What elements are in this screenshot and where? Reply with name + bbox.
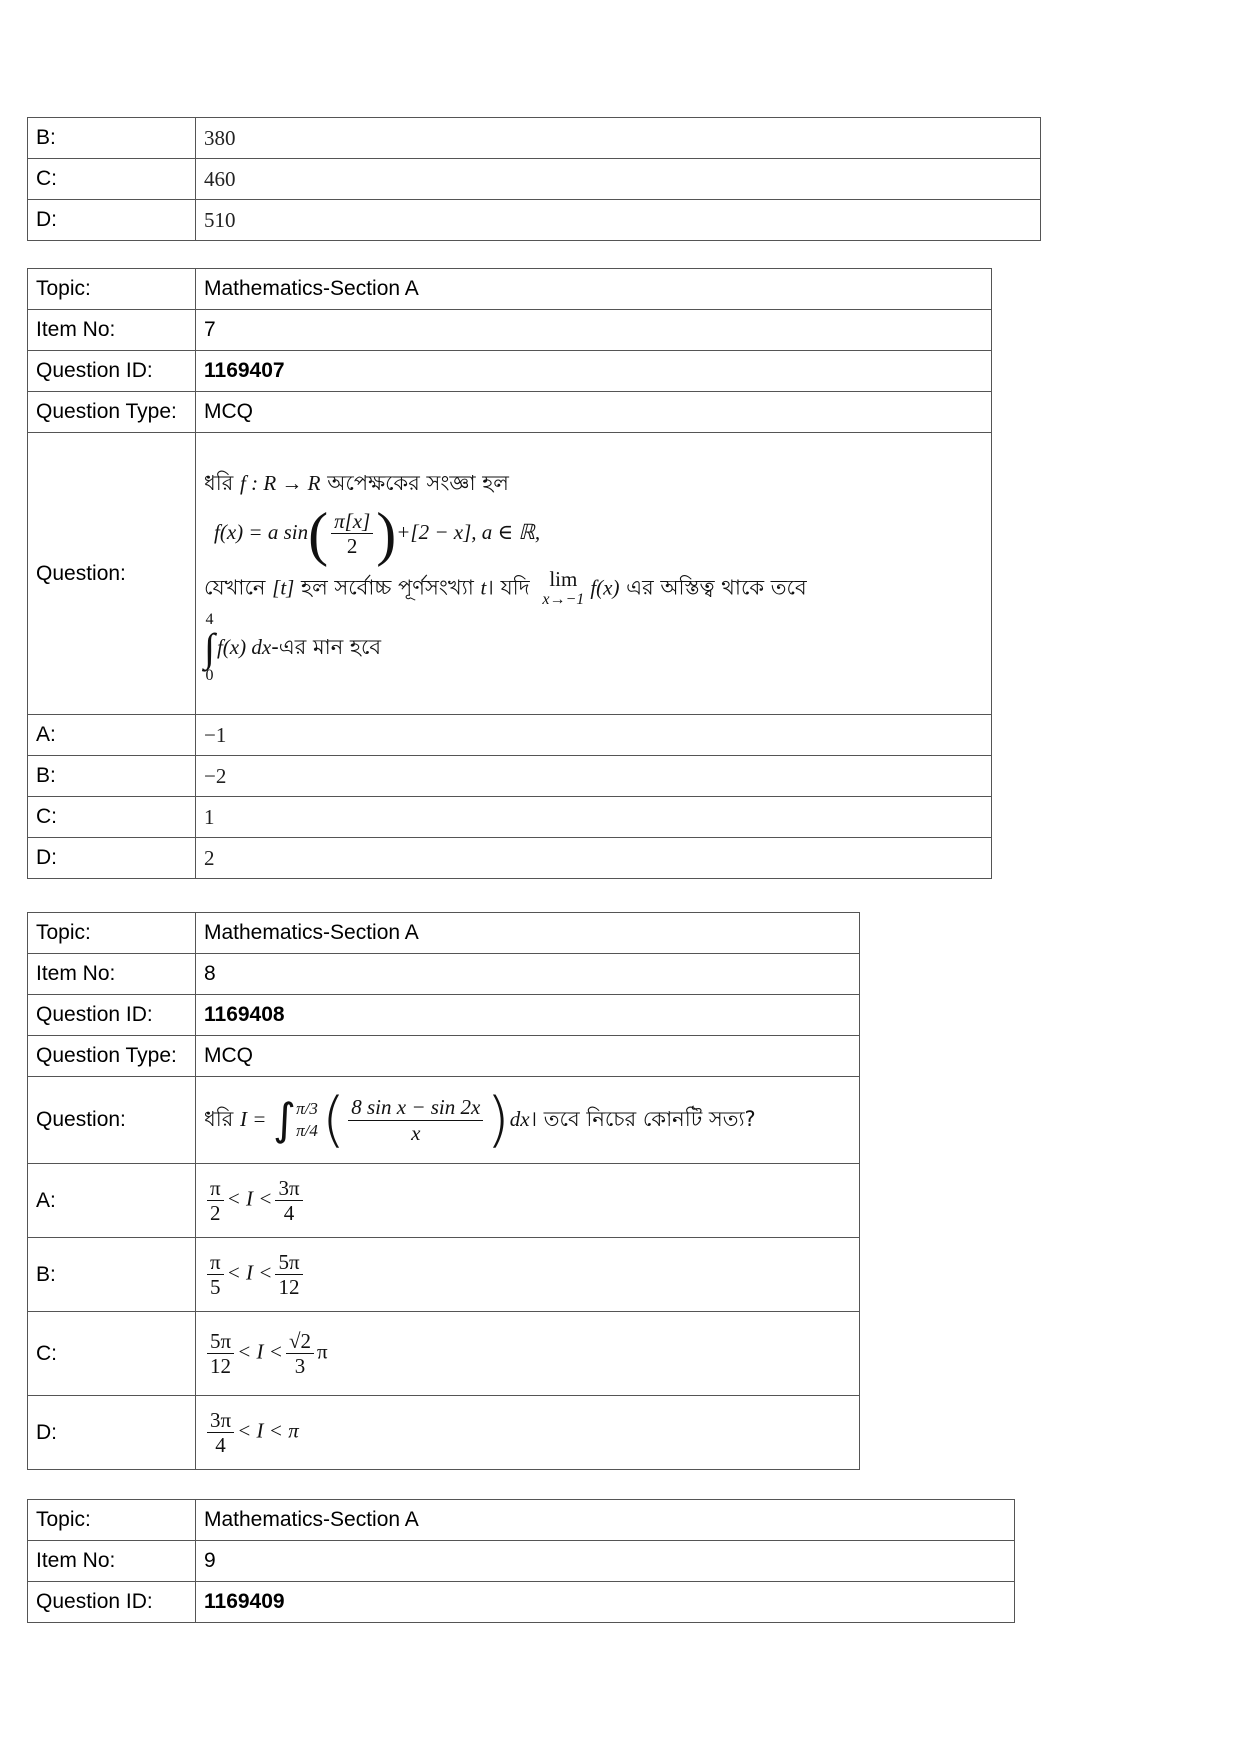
definite-integral: 4 ∫ 0: [204, 611, 215, 685]
integrand: f(x) dx: [216, 635, 272, 660]
integral-upper-limit: 4: [205, 611, 214, 629]
option-a-value: −1: [196, 715, 992, 756]
limit-function: f(x): [590, 575, 620, 599]
option-b-label: B:: [28, 756, 196, 797]
question-id-value: 1169408: [196, 995, 860, 1036]
option-a-value: [196, 1164, 860, 1238]
question-text: যেখানে: [204, 575, 266, 599]
option-c-label: C:: [28, 1312, 196, 1396]
fraction-numerator: π: [207, 1250, 224, 1275]
fraction-denominator: 3: [294, 1354, 306, 1378]
question-type-value: MCQ: [196, 1036, 860, 1077]
question-type-row: [28, 392, 992, 433]
item-no-label: Item No:: [28, 310, 196, 351]
option-b-row: [28, 1238, 860, 1312]
item-no-row: [28, 310, 992, 351]
topic-value: Mathematics-Section A: [196, 1500, 1015, 1541]
option-b-value: [196, 1238, 860, 1312]
question-type-label: Question Type:: [28, 1036, 196, 1077]
question-text: ধরি: [204, 470, 234, 495]
fraction-numerator: √2: [286, 1329, 314, 1354]
differential: dx: [509, 1107, 530, 1131]
integral-lower-limit: π/4: [296, 1121, 318, 1140]
fraction-numerator: 3π: [275, 1176, 302, 1201]
question-id-label: Question ID:: [28, 995, 196, 1036]
fraction-denominator: 12: [278, 1275, 300, 1299]
integral-upper-limit: π/3: [296, 1098, 318, 1118]
inequality: < I < π: [237, 1418, 299, 1443]
topic-row: [28, 1500, 1015, 1541]
option-a-row: [28, 715, 992, 756]
question-line-1: [204, 467, 983, 502]
question-id-value: 1169409: [196, 1582, 1015, 1623]
option-c-value: 1: [196, 797, 992, 838]
question-8-table: [27, 912, 860, 1470]
question-text: এর অস্তিত্ব থাকে তবে: [626, 575, 807, 599]
option-c-label: C:: [28, 159, 196, 200]
question-id-label: Question ID:: [28, 351, 196, 392]
limit-expression: [542, 568, 584, 609]
question-id-row: [28, 351, 992, 392]
fraction-denominator: x: [411, 1120, 421, 1145]
fraction-denominator: 2: [210, 1201, 221, 1225]
option-d-row: [28, 838, 992, 879]
option-a-row: [28, 1164, 860, 1238]
topic-label: Topic:: [28, 913, 196, 954]
question-line-4: [204, 612, 983, 684]
question-row: [28, 1077, 860, 1164]
item-no-row: [28, 954, 860, 995]
inequality: < I <: [237, 1339, 283, 1364]
option-c-label: C:: [28, 797, 196, 838]
fraction-denominator: 4: [283, 1201, 295, 1225]
topic-label: Topic:: [28, 1500, 196, 1541]
question-label: Question:: [28, 433, 196, 715]
fraction-numerator: π: [207, 1176, 224, 1201]
option-a-label: A:: [28, 1164, 196, 1238]
question-body: [196, 433, 992, 715]
item-no-value: 9: [196, 1541, 1015, 1582]
question-id-row: [28, 995, 860, 1036]
integrand-fraction: [348, 1095, 483, 1144]
fraction-denominator: 4: [215, 1433, 226, 1457]
option-b-value: 380: [196, 118, 1041, 159]
fraction-numerator: 5π: [275, 1250, 302, 1275]
integral-lower-limit: 0: [205, 667, 214, 685]
option-c-row: [28, 797, 992, 838]
question-body: ধরি I = ∫ π/3 π/4 ( $\frac{\text{8 sin x − sin 2x}}{x}$ )dx। তবে নিচের কোনটি সত্য?: [196, 1077, 860, 1164]
question-id-label: Question ID:: [28, 1582, 196, 1623]
topic-label: Topic:: [28, 269, 196, 310]
option-b-row: [28, 756, 992, 797]
question-type-row: [28, 1036, 860, 1077]
inequality: < I <: [226, 1260, 273, 1285]
topic-row: [28, 913, 860, 954]
topic-row: [28, 269, 992, 310]
question-text: অপেক্ষকের সংজ্ঞা হল: [327, 470, 509, 495]
fraction-denominator: 2: [346, 534, 358, 559]
function-definition: f(x) = a sin( $\frac{\pi[x]}{2}$ )+[2 − x], a ∈ ℝ,: [214, 500, 541, 567]
question-text: হল সর্বোচ্চ পূর্ণসংখ্যা: [301, 575, 474, 599]
integral-lhs: I =: [240, 1107, 267, 1131]
fraction-denominator: 5: [210, 1275, 221, 1299]
prev-question-options-table: [27, 117, 1041, 241]
option-b-label: B:: [28, 1238, 196, 1312]
fraction-numerator: π[x]: [331, 509, 373, 534]
question-text: । তবে নিচের কোনটি সত্য?: [529, 1107, 756, 1131]
inequality: < I <: [226, 1186, 273, 1211]
option-d-value: 510: [196, 200, 1041, 241]
fraction-numerator: 5π: [207, 1329, 234, 1354]
question-id-value: 1169407: [196, 351, 992, 392]
option-d-label: D:: [28, 200, 196, 241]
question-7-table: [27, 268, 992, 879]
formula-lhs: f(x) = a sin: [214, 519, 309, 544]
option-d-row: [28, 200, 1041, 241]
question-text: । যদি: [486, 575, 530, 599]
integral-bounds: [296, 1098, 318, 1142]
option-c-value: 460: [196, 159, 1041, 200]
question-type-label: Question Type:: [28, 392, 196, 433]
fraction-denominator: 12: [210, 1354, 232, 1378]
variable-t: t: [480, 575, 487, 599]
option-c-row: [28, 159, 1041, 200]
option-b-label: B:: [28, 118, 196, 159]
option-c-value: [196, 1312, 860, 1396]
option-a-label: A:: [28, 715, 196, 756]
question-text: ধরি: [204, 1107, 234, 1131]
item-no-value: 8: [196, 954, 860, 995]
item-no-row: [28, 1541, 1015, 1582]
limit-subscript: x→−1: [542, 590, 585, 608]
option-d-label: D:: [28, 838, 196, 879]
fraction-numerator: 3π: [207, 1408, 234, 1433]
function-mapping: f : R → R: [240, 470, 321, 495]
question-line-3: [204, 568, 983, 609]
topic-value: Mathematics-Section A: [196, 269, 992, 310]
topic-value: Mathematics-Section A: [196, 913, 860, 954]
item-no-label: Item No:: [28, 954, 196, 995]
question-9-table: [27, 1499, 1015, 1623]
option-d-row: [28, 1396, 860, 1470]
formula-rhs: +[2 − x], a ∈ ℝ,: [396, 519, 541, 544]
question-text: -এর মান হবে: [271, 635, 382, 660]
option-d-value: 2: [196, 838, 992, 879]
bracket-t: [t]: [272, 575, 295, 599]
option-d-label: D:: [28, 1396, 196, 1470]
option-c-row: [28, 1312, 860, 1396]
option-b-row: [28, 118, 1041, 159]
option-b-value: −2: [196, 756, 992, 797]
item-no-value: 7: [196, 310, 992, 351]
fraction-numerator: 8 sin x − sin 2x: [348, 1095, 483, 1120]
question-label: Question:: [28, 1077, 196, 1164]
limit-word: lim: [549, 566, 578, 591]
question-type-value: MCQ: [196, 392, 992, 433]
option-d-value: [196, 1396, 860, 1470]
question-row: [28, 433, 992, 715]
pi-factor: π: [316, 1339, 328, 1364]
item-no-label: Item No:: [28, 1541, 196, 1582]
question-id-row: [28, 1582, 1015, 1623]
